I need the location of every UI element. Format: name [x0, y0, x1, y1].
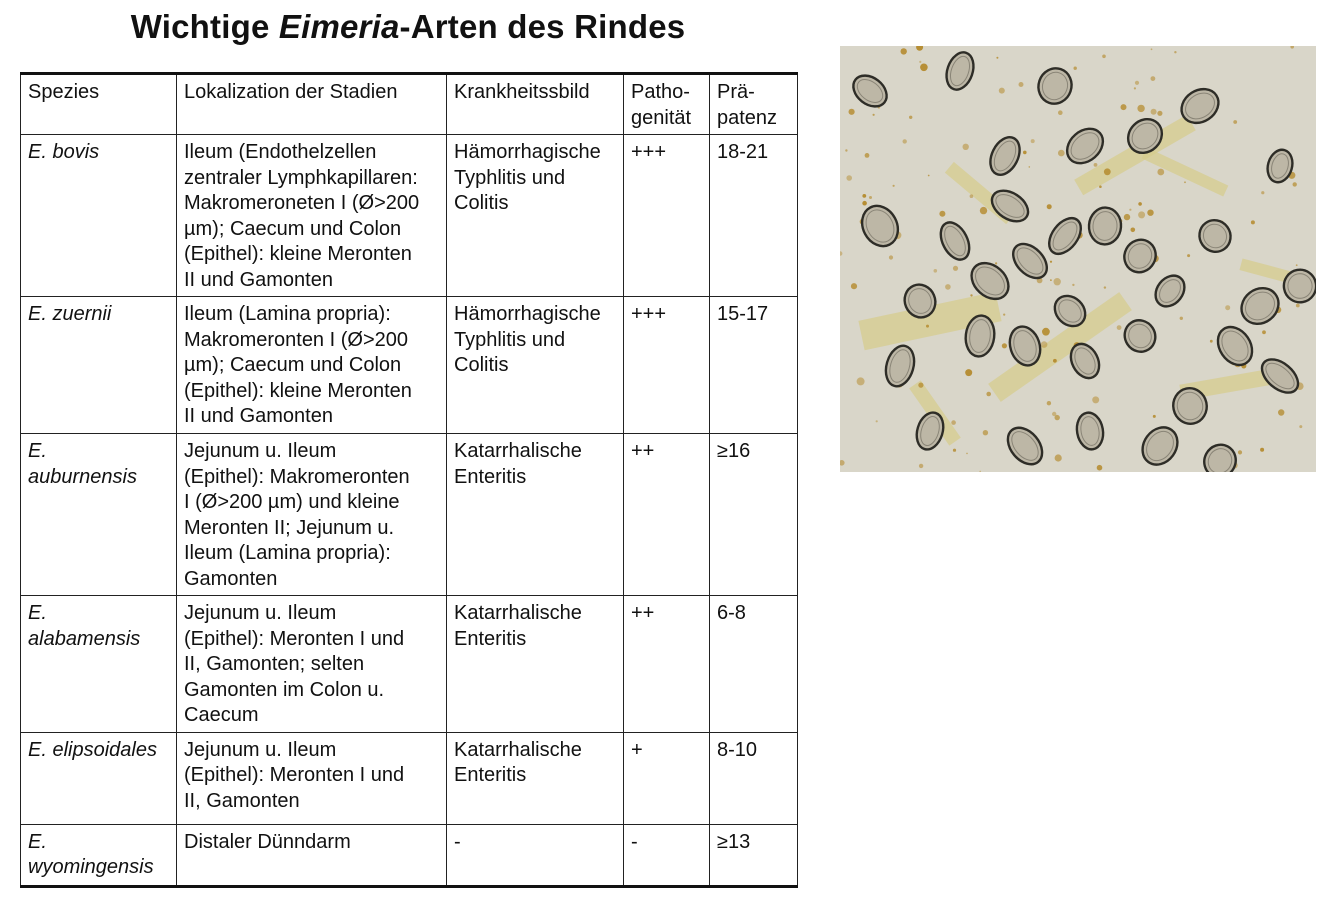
- header-species: Spezies: [21, 74, 177, 135]
- debris-particle: [953, 449, 956, 452]
- debris-particle: [1092, 396, 1099, 403]
- disease-cell: Katarrhalische Enteritis: [447, 596, 624, 733]
- location-cell: Distaler Dünndarm: [177, 824, 447, 886]
- prepatency-cell: 18-21: [710, 135, 798, 297]
- location-cell: Jejunum u. Ileum (Epithel): Makromeronten I (Ø>200 µm) und kleine Meronten II; Jejunum u. Ileum (Lamina propria): Gamonten: [177, 434, 447, 596]
- debris-particle: [1138, 202, 1142, 206]
- header-pathogenicity: Patho- genität: [624, 74, 710, 135]
- table-row: [21, 135, 798, 297]
- debris-particle: [970, 194, 974, 198]
- debris-particle: [889, 255, 893, 259]
- debris-particle: [903, 139, 907, 143]
- debris-particle: [1260, 448, 1264, 452]
- debris-particle: [1184, 181, 1186, 183]
- debris-particle: [1296, 304, 1300, 308]
- debris-particle: [945, 284, 951, 290]
- debris-particle: [1072, 284, 1074, 286]
- disease-cell: Hämorrhagische Typhlitis und Colitis: [447, 135, 624, 297]
- table-header-row: [21, 74, 798, 135]
- location-cell: Jejunum u. Ileum (Epithel): Meronten I und II, Gamonten: [177, 732, 447, 824]
- debris-particle: [1137, 105, 1144, 112]
- disease-cell: Katarrhalische Enteritis: [447, 732, 624, 824]
- debris-particle: [1138, 211, 1145, 218]
- debris-particle: [1074, 67, 1077, 70]
- species-cell: E. alabamensis: [21, 596, 177, 733]
- debris-particle: [1174, 51, 1176, 53]
- disease-cell: -: [447, 824, 624, 886]
- prepatency-cell: 6-8: [710, 596, 798, 733]
- debris-particle: [1052, 412, 1056, 416]
- debris-particle: [1124, 214, 1130, 220]
- debris-particle: [983, 430, 988, 435]
- oocyst-micrograph: [840, 46, 1316, 472]
- prepatency-cell: ≥13: [710, 824, 798, 886]
- debris-particle: [869, 196, 872, 199]
- table-row: [21, 297, 798, 434]
- debris-particle: [926, 325, 929, 328]
- debris-particle: [1002, 343, 1007, 348]
- debris-particle: [1031, 139, 1035, 143]
- debris-particle: [920, 64, 928, 72]
- debris-particle: [918, 383, 923, 388]
- debris-particle: [1053, 359, 1057, 363]
- debris-particle: [1054, 278, 1061, 285]
- pathogenicity-cell: +++: [624, 135, 710, 297]
- debris-particle: [1157, 111, 1162, 116]
- debris-particle: [951, 420, 956, 425]
- debris-particle: [1296, 264, 1298, 266]
- prepatency-cell: 8-10: [710, 732, 798, 824]
- debris-particle: [1151, 109, 1157, 115]
- debris-particle: [1261, 191, 1264, 194]
- debris-particle: [1019, 82, 1024, 87]
- debris-particle: [893, 185, 895, 187]
- pathogenicity-cell: -: [624, 824, 710, 886]
- species-cell: E. auburnensis: [21, 434, 177, 596]
- location-cell: Ileum (Endothelzellen zentraler Lymphkapillaren: Makromeroneten I (Ø>200 µm); Caecum und Colon (Epithel): kleine Meronten II und Gamonten: [177, 135, 447, 297]
- debris-particle: [901, 48, 907, 54]
- eimeria-table: [20, 72, 798, 888]
- debris-particle: [873, 114, 875, 116]
- debris-particle: [865, 153, 870, 158]
- debris-particle: [1187, 254, 1190, 257]
- debris-particle: [1058, 150, 1065, 157]
- debris-particle: [996, 57, 998, 59]
- debris-particle: [1104, 286, 1106, 288]
- debris-particle: [953, 266, 958, 271]
- pathogenicity-cell: ++: [624, 596, 710, 733]
- debris-particle: [939, 211, 945, 217]
- species-cell: E. elipsoidales: [21, 732, 177, 824]
- debris-particle: [1050, 279, 1052, 281]
- debris-particle: [1099, 185, 1102, 188]
- debris-particle: [876, 420, 878, 422]
- debris-particle: [1097, 465, 1103, 471]
- debris-particle: [999, 88, 1005, 94]
- header-prepatency: Prä- patenz: [710, 74, 798, 135]
- debris-particle: [986, 392, 991, 397]
- debris-particle: [849, 109, 855, 115]
- debris-particle: [1094, 163, 1098, 167]
- debris-particle: [1135, 81, 1139, 85]
- debris-particle: [1134, 87, 1136, 89]
- micrograph-image: [840, 46, 1316, 472]
- debris-particle: [1233, 120, 1237, 124]
- debris-particle: [965, 369, 972, 376]
- debris-particle: [1047, 401, 1051, 405]
- debris-particle: [1050, 261, 1052, 263]
- header-location: Lokalization der Stadien: [177, 74, 447, 135]
- debris-particle: [1157, 169, 1164, 176]
- debris-particle: [919, 464, 923, 468]
- table-row: [21, 824, 798, 886]
- debris-particle: [846, 175, 852, 181]
- debris-particle: [1278, 409, 1284, 415]
- debris-particle: [1238, 450, 1242, 454]
- debris-particle: [1131, 228, 1136, 233]
- debris-particle: [1180, 317, 1183, 320]
- debris-particle: [1003, 314, 1005, 316]
- debris-particle: [1102, 55, 1106, 59]
- debris-particle: [862, 201, 867, 206]
- pathogenicity-cell: +: [624, 732, 710, 824]
- debris-particle: [1251, 220, 1255, 224]
- pathogenicity-cell: +++: [624, 297, 710, 434]
- debris-particle: [1225, 305, 1230, 310]
- debris-particle: [928, 175, 930, 177]
- debris-particle: [1293, 182, 1297, 186]
- debris-particle: [909, 116, 912, 119]
- debris-particle: [1121, 104, 1127, 110]
- debris-particle: [1117, 325, 1122, 330]
- debris-particle: [1029, 166, 1031, 168]
- debris-particle: [966, 453, 968, 455]
- debris-particle: [980, 207, 987, 214]
- debris-particle: [857, 377, 865, 385]
- debris-particle: [1047, 204, 1052, 209]
- disease-cell: Hämorrhagische Typhlitis und Colitis: [447, 297, 624, 434]
- debris-particle: [1262, 330, 1266, 334]
- species-cell: E. zuernii: [21, 297, 177, 434]
- debris-particle: [1055, 454, 1062, 461]
- table-row: [21, 596, 798, 733]
- debris-particle: [1151, 76, 1156, 81]
- location-cell: Jejunum u. Ileum (Epithel): Meronten I und II, Gamonten; selten Gamonten im Colon u. Caecum: [177, 596, 447, 733]
- table-row: [21, 434, 798, 596]
- debris-particle: [1129, 209, 1131, 211]
- debris-particle: [1299, 425, 1302, 428]
- location-cell: Ileum (Lamina propria): Makromeronten I (Ø>200 µm); Caecum und Colon (Epithel): kleine Meronten II und Gamonten: [177, 297, 447, 434]
- debris-particle: [934, 269, 938, 273]
- debris-particle: [995, 262, 997, 264]
- debris-particle: [919, 61, 921, 63]
- debris-particle: [1104, 168, 1111, 175]
- species-cell: E. bovis: [21, 135, 177, 297]
- debris-particle: [1153, 415, 1156, 418]
- prepatency-cell: 15-17: [710, 297, 798, 434]
- debris-particle: [1042, 328, 1050, 336]
- debris-particle: [1147, 210, 1153, 216]
- debris-particle: [1058, 110, 1063, 115]
- debris-particle: [970, 294, 972, 296]
- debris-particle: [1210, 340, 1213, 343]
- oocyst: [1088, 207, 1122, 246]
- header-disease: Krankheitssbild: [447, 74, 624, 135]
- debris-particle: [1151, 48, 1153, 50]
- species-cell: E. wyomingensis: [21, 824, 177, 886]
- pathogenicity-cell: ++: [624, 434, 710, 596]
- prepatency-cell: ≥16: [710, 434, 798, 596]
- debris-particle: [963, 144, 969, 150]
- debris-particle: [1023, 151, 1027, 155]
- debris-particle: [862, 194, 866, 198]
- table-row: [21, 732, 798, 824]
- debris-particle: [1041, 341, 1048, 348]
- page-title: Wichtige Eimeria-Arten des Rindes: [130, 8, 686, 45]
- debris-particle: [851, 283, 857, 289]
- debris-particle: [845, 149, 847, 151]
- disease-cell: Katarrhalische Enteritis: [447, 434, 624, 596]
